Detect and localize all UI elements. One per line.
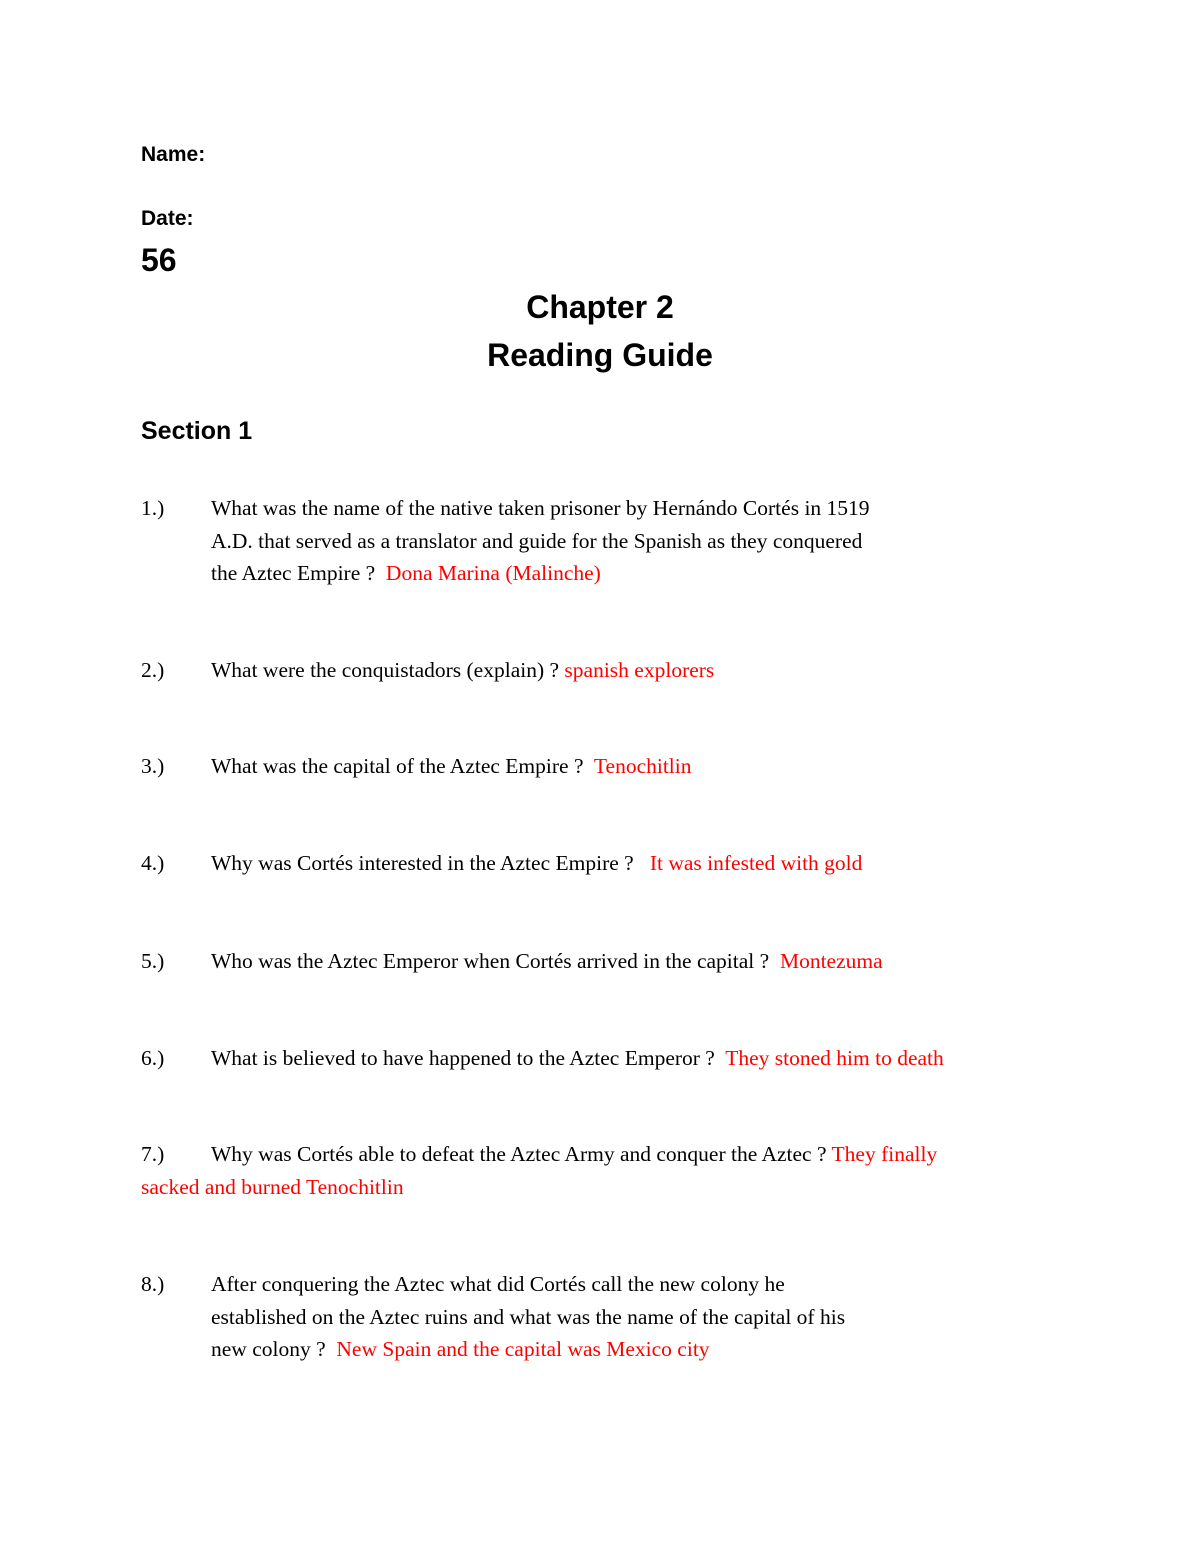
- title-line-2: Reading Guide: [487, 337, 713, 373]
- section-heading: Section 1: [141, 417, 253, 445]
- question-5-number: 5.): [141, 949, 165, 973]
- answer-5: Montezuma: [779, 949, 883, 973]
- question-1: [211, 492, 870, 590]
- question-8-line-3: [211, 1333, 845, 1366]
- question-8-line-2: established on the Aztec ruins and what was the name of the capital of his: [211, 1304, 846, 1329]
- question-6: [211, 1042, 944, 1075]
- question-8-line-1: After conquering the Aztec what did Cortés call the new colony he: [211, 1272, 785, 1296]
- answer-7-continued: sacked and burned Tenochitlin: [141, 1175, 404, 1199]
- question-2-number: 2.): [141, 658, 165, 682]
- question-7: [211, 1138, 937, 1171]
- answer-1: Dona Marina (Malinche): [385, 561, 601, 585]
- question-5-text: Who was the Aztec Emperor when Cortés arrived in the capital ?: [211, 949, 770, 973]
- question-4-text: Why was Cortés interested in the Aztec Empire ?: [211, 851, 634, 875]
- answer-3: Tenochitlin: [593, 754, 692, 778]
- question-4: [211, 847, 862, 880]
- question-7-text: Why was Cortés able to defeat the Aztec Army and conquer the Aztec ?: [211, 1142, 827, 1166]
- question-1-line-1: What was the name of the native taken prisoner by Hernándo Cortés in 1519: [211, 496, 870, 520]
- question-4-number: 4.): [141, 851, 165, 875]
- answer-8: New Spain and the capital was Mexico city: [336, 1337, 710, 1361]
- page-number: 56: [141, 242, 177, 278]
- question-7-number: 7.): [141, 1142, 165, 1166]
- title-line-1: Chapter 2: [526, 289, 674, 325]
- question-3-text: What was the capital of the Aztec Empire ?: [211, 754, 584, 778]
- answer-2: spanish explorers: [564, 658, 715, 682]
- question-6-text: What is believed to have happened to the Aztec Emperor ?: [211, 1046, 715, 1070]
- question-1-line-3: [211, 557, 870, 590]
- question-3-number: 3.): [141, 754, 165, 778]
- question-1-line-3-text: the Aztec Empire ?: [211, 561, 376, 585]
- question-5: [211, 945, 883, 978]
- answer-6: They stoned him to death: [725, 1046, 944, 1070]
- question-1-line-2: A.D. that served as a translator and guide for the Spanish as they conquered: [211, 528, 863, 553]
- question-2-text: What were the conquistadors (explain) ?: [211, 658, 560, 682]
- question-1-number: 1.): [141, 496, 165, 520]
- name-label: Name:: [141, 143, 206, 166]
- question-8-number: 8.): [141, 1272, 165, 1296]
- question-8-line-3-text: new colony ?: [211, 1337, 326, 1361]
- question-6-number: 6.): [141, 1046, 165, 1070]
- question-3: [211, 750, 692, 783]
- question-8: [211, 1268, 845, 1366]
- answer-4: It was infested with gold: [649, 851, 863, 875]
- answer-7: They finally: [831, 1142, 938, 1166]
- date-label: Date:: [141, 207, 194, 230]
- question-2: [211, 654, 714, 687]
